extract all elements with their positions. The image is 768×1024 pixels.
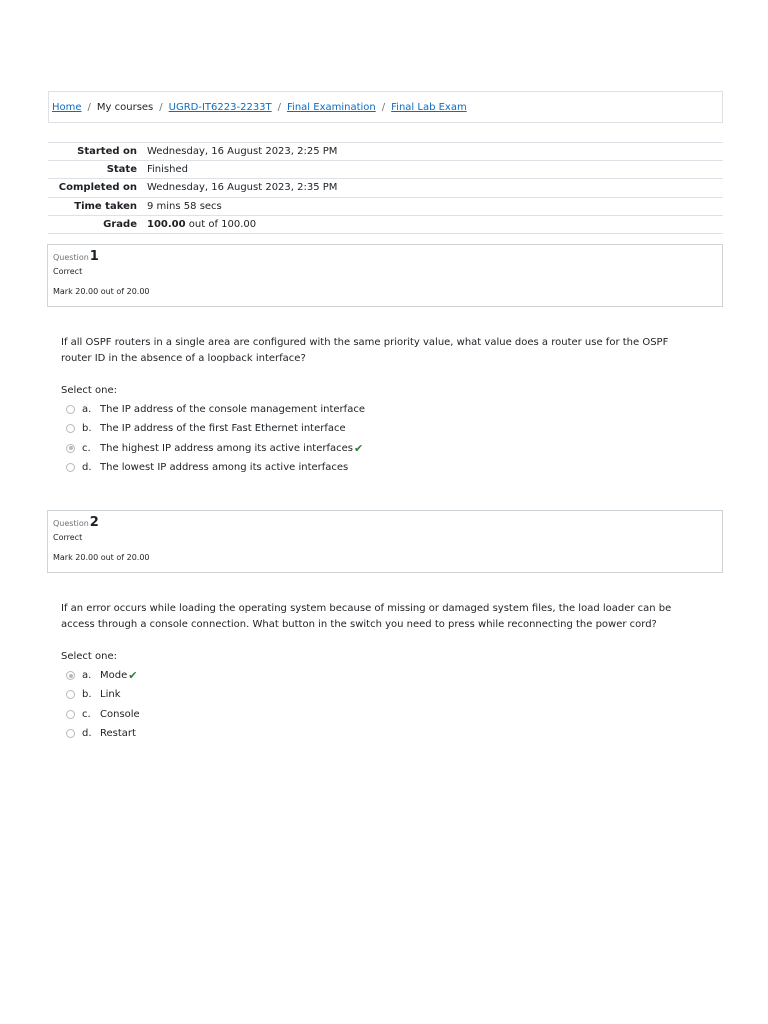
answer-letter: b. [82,423,92,435]
breadcrumb-separator: / [277,101,282,113]
breadcrumb-my-courses: My courses [96,101,154,113]
summary-row-state [48,161,723,179]
radio-button[interactable] [66,729,75,738]
question-2-answers [66,666,140,743]
time-taken-value: 9 mins 58 secs [147,200,222,212]
question-1-text: If all OSPF routers in a single area are configured with the same priority value, what value does a router use for the OSPF router ID in the absence of a loopback interface? [61,337,669,364]
answer-text: Console [100,708,140,720]
summary-row-completed [48,179,723,197]
question-1-info [47,244,723,307]
question-2-text: If an error occurs while loading the operating system because of missing or damaged system files, the load loader can be access through a console connection. What button in the switch you need to press while reconnecting the power cord? [61,603,672,630]
time-taken-label: Time taken [74,200,137,212]
summary-row-grade [48,215,723,233]
radio-button[interactable] [66,424,75,433]
question-2-info [47,510,723,573]
answer-option[interactable] [66,400,365,419]
question-1-answers [66,400,365,477]
radio-button[interactable] [66,463,75,472]
breadcrumb-separator: / [159,101,163,113]
answer-letter: d. [82,728,92,740]
radio-button-selected[interactable] [66,671,75,680]
answer-text: Restart [100,728,136,740]
answer-letter: a. [82,670,92,682]
answer-option[interactable] [66,705,140,724]
answer-text: The highest IP address among its active interfaces [100,442,353,454]
started-on-value: Wednesday, 16 August 2023, 2:25 PM [147,146,338,158]
answer-text: The lowest IP address among its active interfaces [100,462,349,474]
grade-value [146,215,723,233]
answer-option[interactable] [66,666,140,685]
breadcrumb-home-link[interactable]: Home [52,101,82,113]
completed-on-label: Completed on [58,182,137,194]
question-2-prompt: Select one: [61,651,118,662]
started-on-label: Started on [77,146,137,158]
answer-option[interactable] [66,439,365,458]
question-label: Question [53,519,89,528]
grade-label: Grade [103,218,137,230]
radio-button[interactable] [66,690,75,699]
question-label: Question [53,253,89,262]
breadcrumb-section-link[interactable]: Final Examination [287,101,376,113]
answer-text: Link [100,689,121,701]
summary-row-started [48,143,723,161]
question-number: 1 [89,249,99,264]
answer-text: The IP address of the console management interface [100,404,365,416]
attempt-summary-table [48,142,723,234]
answer-letter: c. [82,708,91,720]
summary-row-time [48,197,723,215]
grade-score: 100.00 [147,218,186,230]
check-icon: ✔ [354,441,364,455]
answer-letter: c. [82,442,91,454]
grade-suffix: out of 100.00 [185,218,257,230]
radio-button-selected[interactable] [66,444,75,453]
question-state: Correct [53,267,83,276]
answer-option[interactable] [66,458,365,477]
completed-on-value: Wednesday, 16 August 2023, 2:35 PM [147,182,338,194]
answer-option[interactable] [66,419,365,438]
breadcrumb-separator: / [381,101,386,113]
radio-button[interactable] [66,405,75,414]
radio-button[interactable] [66,710,75,719]
answer-text: The IP address of the first Fast Ethernet interface [100,423,346,435]
state-value: Finished [147,164,188,176]
question-1-prompt: Select one: [61,385,118,396]
answer-letter: d. [82,462,92,474]
question-number: 2 [89,515,99,530]
answer-letter: a. [82,404,92,416]
state-label: State [106,164,137,176]
answer-option[interactable] [66,685,140,704]
breadcrumb-separator: / [87,101,91,113]
answer-option[interactable] [66,724,140,743]
breadcrumb-activity-link[interactable]: Final Lab Exam [391,101,467,113]
question-mark: Mark 20.00 out of 20.00 [53,287,150,296]
question-state: Correct [53,533,83,542]
check-icon: ✔ [128,669,138,683]
breadcrumb-course-link[interactable]: UGRD-IT6223-2233T [168,101,272,113]
answer-letter: b. [82,689,92,701]
answer-text: Mode [100,670,128,682]
breadcrumb [48,91,723,123]
question-mark: Mark 20.00 out of 20.00 [53,553,150,562]
